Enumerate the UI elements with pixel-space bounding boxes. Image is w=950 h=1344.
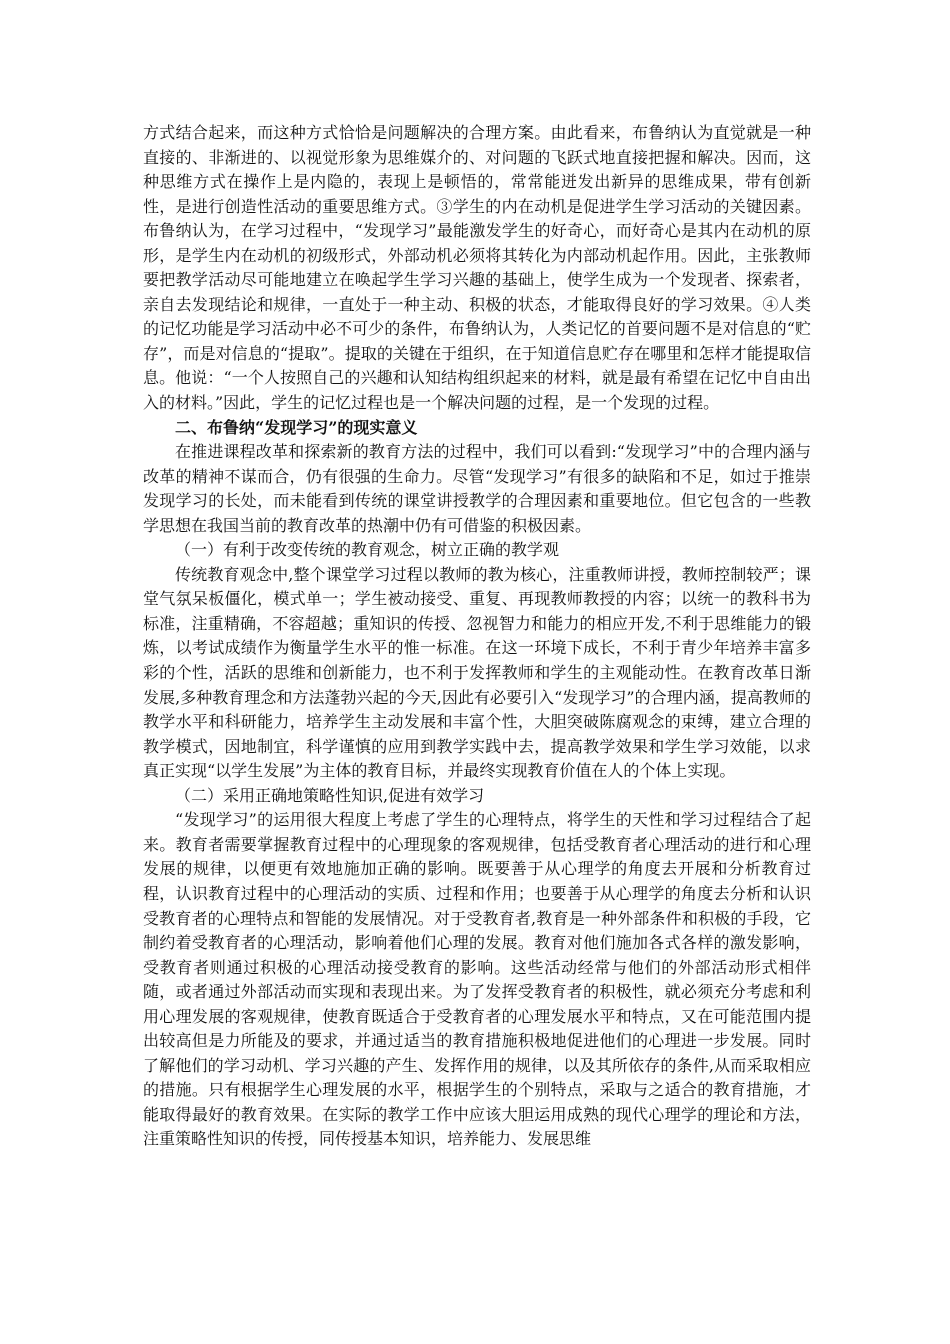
paragraph-continued: 方式结合起来，而这种方式恰恰是问题解决的合理方案。由此看来，布鲁纳认为直觉就是一种直接的、非渐进的、以视觉形象为思维媒介的、对问题的飞跃式地直接把握和解决。因而，这种思维方式在操作上是内隐的，表现上是顿悟的，常常能迸发出新异的思维成果，带有创新性，是进行创造性活动的重要思维方式。③学生的内在动机是促进学生学习活动的关键因素。布鲁纳认为，在学习过程中，“发现学习”最能激发学生的好奇心，而好奇心是其内在动机的原形，是学生内在动机的初级形式，外部动机必须将其转化为内部动机起作用。因此，主张教师要把教学活动尽可能地建立在唤起学生学习兴趣的基础上，使学生成为一个发现者、探索者，亲自去发现结论和规律，一直处于一种主动、积极的状态，才能取得良好的学习效果。④人类的记忆功能是学习活动中必不可少的条件，布鲁纳认为，人类记忆的首要问题不是对信息的“贮存”，而是对信息的“提取”。提取的关键在于组织，在于知道信息贮存在哪里和怎样才能提取信息。他说：“一个人按照自己的兴趣和认知结构组织起来的材料，就是最有希望在记忆中自由出入的材料。”因此，学生的记忆过程也是一个解决问题的过程，是一个发现的过程。 <box>143 123 811 413</box>
paragraph-intro: 在推进课程改革和探索新的教育方法的过程中，我们可以看到:“发现学习”中的合理内涵与改革的精神不谋而合，仍有很强的生命力。尽管“发现学习”有很多的缺陷和不足，如过于推崇发现学习的长处，而未能看到传统的课堂讲授教学的合理因素和重要地位。但它包含的一些教学思想在我国当前的教育改革的热潮中仍有可借鉴的积极因素。 <box>143 442 811 535</box>
paragraph-strategic-knowledge: “发现学习”的运用很大程度上考虑了学生的心理特点，将学生的天性和学习过程结合了起来。教育者需要掌握教育过程中的心理现象的客观规律，包括受教育者心理活动的进行和心理发展的规律，以便更有效地施加正确的影响。既要善于从心理学的角度去开展和分析教育过程，认识教育过程中的心理活动的实质、过程和作用；也要善于从心理学的角度去分析和认识受教育者的心理特点和智能的发展情况。对于受教育者,教育是一种外部条件和积极的手段，它制约着受教育者的心理活动，影响着他们心理的发展。教育对他们施加各式各样的激发影响，受教育者则通过积极的心理活动接受教育的影响。这些活动经常与他们的外部活动形式相伴随，或者通过外部活动而实现和表现出来。为了发挥受教育者的积极性，就必须充分考虑和利用心理发展的客观规律，使教育既适合于受教育者的心理发展水平和特点，又在可能范围内提出较高但是力所能及的要求，并通过适当的教育措施积极地促进他们的心理进一步发展。同时了解他们的学习动机、学习兴趣的产生、发挥作用的规律，以及其所依存的条件,从而采取相应的措施。只有根据学生心理发展的水平，根据学生的个别特点，采取与之适合的教育措施，才能取得最好的教育效果。在实际的教学工作中应该大胆运用成熟的现代心理学的理论和方法，注重策略性知识的传授，同传授基本知识，培养能力、发展思维 <box>143 810 811 1149</box>
document-page <box>143 121 811 1152</box>
subsection-heading-1: （一）有利于改变传统的教育观念，树立正确的教学观 <box>175 540 560 560</box>
subsection-heading-2: （二）采用正确地策略性知识,促进有效学习 <box>175 785 485 805</box>
section-heading: 二、布鲁纳“发现学习”的现实意义 <box>175 417 418 437</box>
paragraph-traditional-concepts: 传统教育观念中,整个课堂学习过程以教师的教为核心，注重教师讲授，教师控制较严；课堂气氛呆板僵化，模式单一；学生被动接受、重复、再现教师教授的内容；以统一的教科书为标准，注重精确，不容超越；重知识的传授、忽视智力和能力的相应开发,不利于思维能力的锻炼，以考试成绩作为衡量学生水平的惟一标准。在这一环境下成长，不利于青少年培养丰富多彩的个性，活跃的思维和创新能力，也不利于发挥教师和学生的主观能动性。在教育改革日渐发展,多种教育理念和方法蓬勃兴起的今天,因此有必要引入“发现学习”的合理内涵，提高教师的教学水平和科研能力，培养学生主动发展和丰富个性，大胆突破陈腐观念的束缚，建立合理的教学模式，因地制宜，科学谨慎的应用到教学实践中去，提高教学效果和学生学习效能，以求真正实现“以学生发展”为主体的教育目标，并最终实现教育价值在人的个体上实现。 <box>143 564 811 781</box>
